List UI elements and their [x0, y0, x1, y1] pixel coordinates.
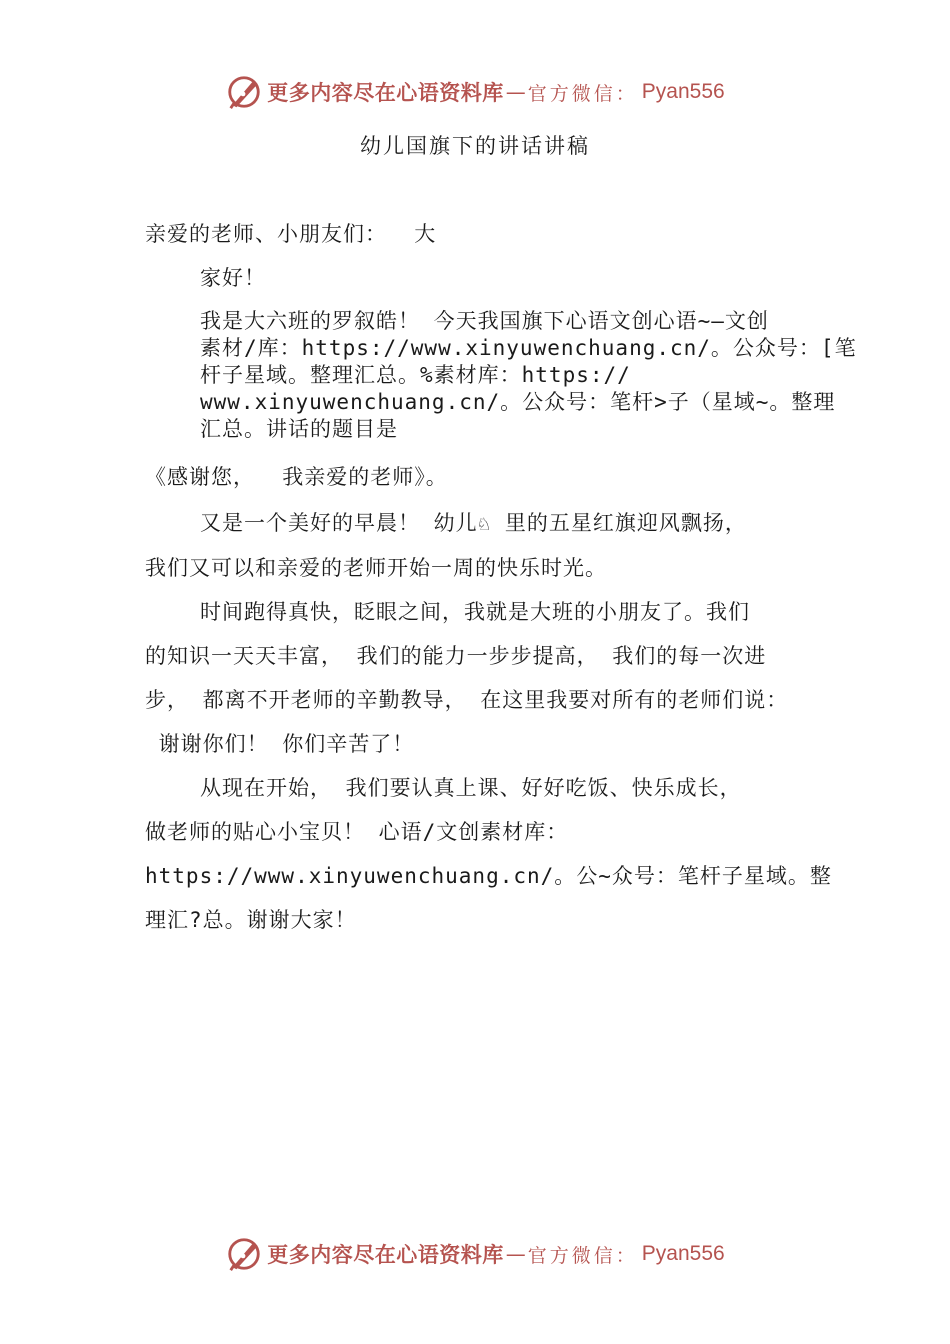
banner-text: 更多内容尽在心语资料库	[267, 1242, 504, 1267]
paragraph-2-line-3: 步， 都离不开老师的辛勤教导， 在这里我要对所有的老师们说：	[145, 688, 789, 712]
banner-separator: —	[505, 1242, 526, 1266]
header-banner	[0, 70, 950, 114]
paragraph-1-line-2: 我们又可以和亲爱的老师开始一周的快乐时光。	[145, 556, 607, 580]
speech-topic: 《感谢您， 我亲爱的老师》。	[145, 465, 448, 489]
intro-line: 汇总。讲话的题目是	[200, 417, 398, 441]
footer-banner	[0, 1232, 950, 1276]
banner-wechat-id: Pyan556	[641, 80, 725, 103]
paragraph-1-line-1: 又是一个美好的早晨！ 幼儿♘ 里的五星红旗迎风飘扬，	[200, 511, 747, 535]
paragraph-2-line-4: 谢谢你们！ 你们辛苦了！	[145, 732, 415, 756]
paragraph-3-line-3: https://www.xinyuwenchuang.cn/。公~众号：笔杆子星域。整	[145, 864, 832, 888]
document-title: 幼儿国旗下的讲话讲稿	[360, 134, 590, 158]
quill-pen-logo-icon	[225, 1235, 263, 1273]
intro-paragraph	[200, 308, 857, 443]
paragraph-3-line-4: 理汇?总。谢谢大家！	[145, 908, 357, 932]
quill-pen-logo-icon	[225, 73, 263, 111]
paragraph-3-line-1: 从现在开始， 我们要认真上课、好好吃饭、快乐成长，	[200, 776, 742, 800]
intro-line: 杆子星域。整理汇总。%素材库：https://	[200, 363, 631, 387]
banner-wechat-label: 官方微信：	[527, 1244, 638, 1267]
intro-line: www.xinyuwenchuang.cn/。公众号：笔杆>子（星域~。整理	[200, 390, 836, 414]
paragraph-2-line-1: 时间跑得真快，眨眼之间，我就是大班的小朋友了。我们	[200, 600, 750, 624]
greeting-continuation: 家好！	[200, 266, 266, 290]
intro-line: 我是大六班的罗叙皓！ 今天我国旗下心语文创心语~—文创	[200, 309, 769, 333]
banner-wechat-label: 官方微信：	[527, 82, 638, 105]
banner-separator: —	[505, 80, 526, 104]
banner-wechat-id: Pyan556	[641, 1242, 725, 1265]
paragraph-2-line-2: 的知识一天天丰富， 我们的能力一步步提高， 我们的每一次进	[145, 644, 767, 668]
intro-line: 素材/库：https://www.xinyuwenchuang.cn/。公众号：[笔	[200, 336, 857, 360]
banner-text: 更多内容尽在心语资料库	[267, 80, 504, 105]
greeting-line: 亲爱的老师、小朋友们： 大	[145, 222, 437, 246]
paragraph-3-line-2: 做老师的贴心小宝贝！ 心语/文创素材库：	[145, 820, 569, 844]
